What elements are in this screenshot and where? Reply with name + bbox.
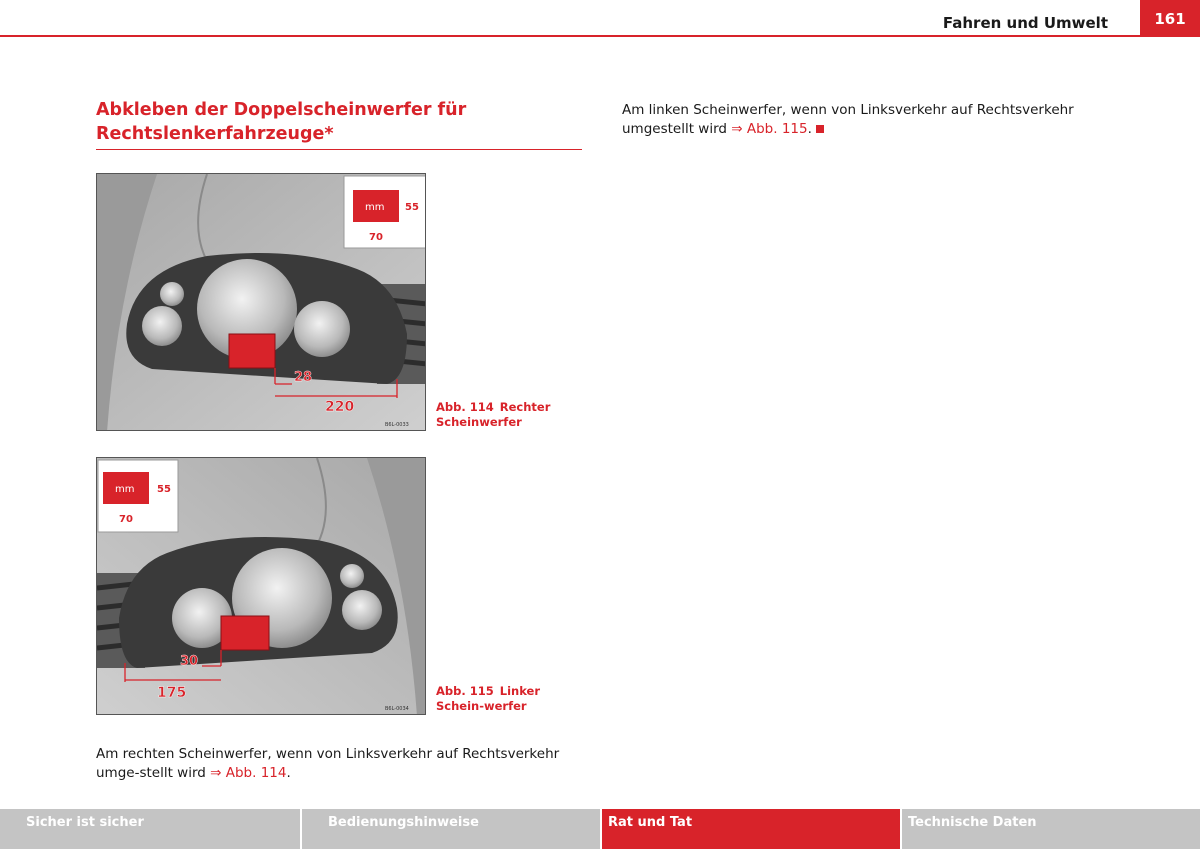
tape-patch	[229, 334, 275, 368]
dimension-large: 175	[157, 685, 187, 701]
header-rule	[0, 35, 1200, 37]
footer-tab-rat-und-tat[interactable]: Rat und Tat	[600, 809, 900, 849]
figure-left-headlight	[96, 457, 426, 715]
small-lamp	[340, 564, 364, 588]
paragraph-text: Am linken Scheinwerfer, wenn von Linksverkehr auf Rechtsverkehr umgestellt wird	[622, 102, 1074, 137]
end-marker-icon	[816, 125, 824, 133]
figure-link[interactable]: Abb. 114	[225, 765, 287, 781]
caption-fig-114	[436, 400, 586, 430]
left-paragraph	[96, 745, 582, 783]
inset-unit: mm	[365, 202, 385, 213]
footer-tab-sicher[interactable]: Sicher ist sicher	[0, 809, 300, 849]
caption-text: Linker Schein-werfer	[436, 684, 541, 713]
caption-number: Abb. 114	[436, 400, 494, 414]
inset-width: 70	[119, 514, 133, 525]
dimension-small: 30	[180, 654, 199, 669]
inset-height: 55	[405, 202, 419, 213]
inset-height: 55	[157, 484, 171, 495]
dimension-small: 28	[294, 370, 313, 385]
chapter-title: Fahren und Umwelt	[942, 14, 1108, 32]
right-paragraph	[622, 101, 1122, 139]
footer-nav	[0, 809, 1200, 849]
paragraph-end: .	[286, 765, 291, 781]
page-number: 161	[1140, 0, 1200, 37]
caption-fig-115	[436, 684, 586, 714]
section-title: Abkleben der Doppelscheinwerfer für Rechtslenkerfahrzeuge*	[96, 98, 582, 150]
paragraph-text: Am rechten Scheinwerfer, wenn von Linksverkehr auf Rechtsverkehr umge-stellt wird	[96, 746, 560, 781]
footer-tab-technische-daten[interactable]: Technische Daten	[900, 809, 1200, 849]
tape-patch	[221, 616, 269, 650]
caption-number: Abb. 115	[436, 684, 494, 698]
left-headlight-illustration	[97, 458, 426, 715]
fog-lens	[294, 301, 350, 357]
inset-unit: mm	[115, 484, 135, 495]
ref-arrow: ⇒	[731, 121, 743, 137]
figure-link[interactable]: Abb. 115	[746, 121, 808, 137]
figure-right-headlight	[96, 173, 426, 431]
dimension-large: 220	[325, 399, 355, 415]
tape-size-inset	[344, 176, 426, 248]
small-lamp	[160, 282, 184, 306]
caption-text: Rechter Scheinwerfer	[436, 400, 551, 429]
tape-size-inset	[98, 460, 178, 532]
paragraph-end: .	[807, 121, 812, 137]
footer-tab-bedienung[interactable]: Bedienungshinweise	[300, 809, 600, 849]
ref-arrow: ⇒	[210, 765, 222, 781]
right-headlight-illustration	[97, 174, 426, 431]
figure-code: B6L-0034	[385, 706, 409, 712]
side-lamp	[342, 590, 382, 630]
inset-width: 70	[369, 232, 383, 243]
side-lamp	[142, 306, 182, 346]
figure-code: B6L-0033	[385, 422, 409, 428]
